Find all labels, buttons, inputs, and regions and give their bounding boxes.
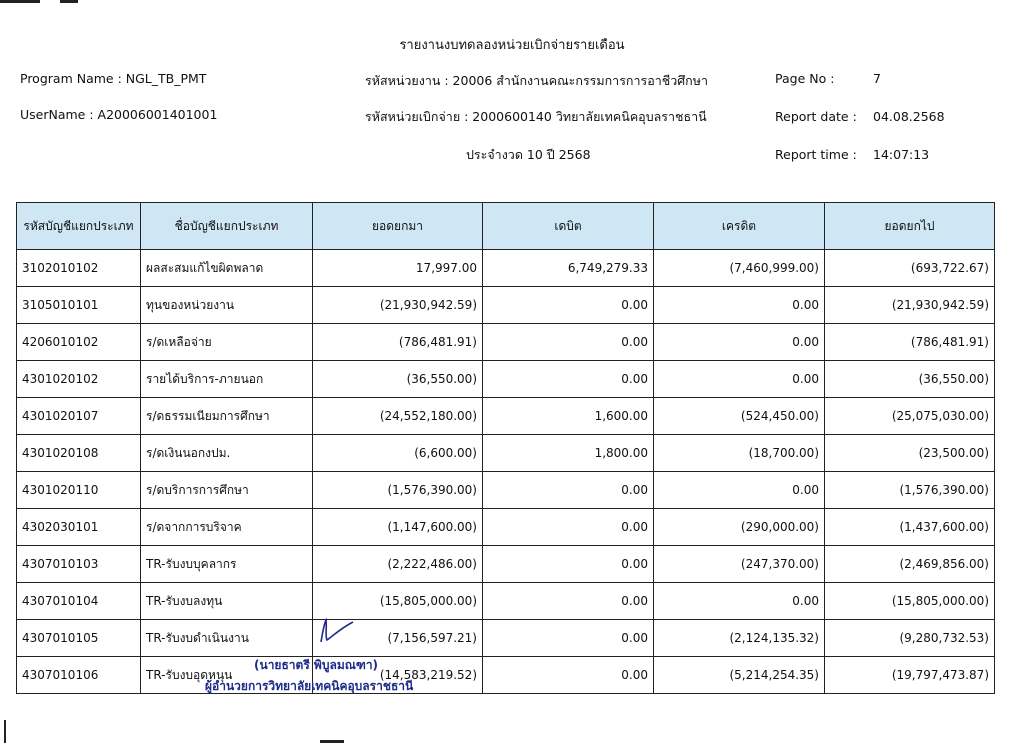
cell-closing-balance: (36,550.00) [825,361,995,398]
cell-opening-balance: (7,156,597.21) [313,620,483,657]
signatory-position: ผู้อำนวยการวิทยาลัยเทคนิคอุบลราชธานี [205,679,414,693]
cell-credit: 0.00 [654,472,825,509]
column-header-account-code: รหัสบัญชีแยกประเภท [17,203,141,250]
cell-closing-balance: (9,280,732.53) [825,620,995,657]
cell-account-name: TR-รับงบดำเนินงาน [141,620,313,657]
report-time-value: 14:07:13 [873,147,930,162]
cell-account-name: รายได้บริการ-ภายนอก [141,361,313,398]
table-row [17,398,995,435]
cell-credit: (247,370.00) [654,546,825,583]
table-row [17,435,995,472]
cell-account-name: TR-รับงบลงทุน [141,583,313,620]
cell-account-code: 4307010105 [17,620,141,657]
cell-account-code: 4301020102 [17,361,141,398]
cell-account-code: 4307010103 [17,546,141,583]
cell-closing-balance: (693,722.67) [825,250,995,287]
cell-opening-balance: (786,481.91) [313,324,483,361]
cell-debit: 1,800.00 [483,435,654,472]
report-date-value: 04.08.2568 [873,109,945,124]
scan-mark [4,720,6,743]
cell-debit: 6,749,279.33 [483,250,654,287]
cell-account-name: ร/ดจากการบริจาค [141,509,313,546]
user-name: UserName : A20006001401001 [20,107,218,122]
cell-opening-balance: (24,552,180.00) [313,398,483,435]
cell-debit: 0.00 [483,620,654,657]
cell-account-name: ร/ดบริการการศึกษา [141,472,313,509]
cell-debit: 0.00 [483,583,654,620]
cell-debit: 0.00 [483,361,654,398]
cell-closing-balance: (15,805,000.00) [825,583,995,620]
cell-account-code: 3102010102 [17,250,141,287]
cell-credit: 0.00 [654,324,825,361]
report-period: ประจำงวด 10 ปี 2568 [466,147,591,162]
cell-account-name: TR-รับงบบุคลากร [141,546,313,583]
report-time-label: Report time : [775,147,857,162]
cell-credit: (5,214,254.35) [654,657,825,694]
cell-account-code: 3105010101 [17,287,141,324]
table-row [17,546,995,583]
cell-account-name: ร/ดเงินนอกงปม. [141,435,313,472]
cell-debit: 0.00 [483,287,654,324]
cell-closing-balance: (786,481.91) [825,324,995,361]
cell-credit: 0.00 [654,583,825,620]
column-header-debit: เดบิต [483,203,654,250]
cell-credit: 0.00 [654,287,825,324]
scan-mark [0,0,40,3]
table-row [17,287,995,324]
cell-debit: 0.00 [483,472,654,509]
page-no-value: 7 [873,71,881,86]
cell-credit: (2,124,135.32) [654,620,825,657]
table-row [17,361,995,398]
cell-opening-balance: (6,600.00) [313,435,483,472]
report-title: รายงานงบทดลองหน่วยเบิกจ่ายรายเดือน [399,38,625,53]
cell-debit: 0.00 [483,546,654,583]
agency-code: รหัสหน่วยงาน : 20006 สำนักงานคณะกรรมการการอาชีวศึกษา [365,73,709,88]
program-name: Program Name : NGL_TB_PMT [20,71,207,86]
cell-debit: 0.00 [483,324,654,361]
cell-closing-balance: (2,469,856.00) [825,546,995,583]
cell-closing-balance: (19,797,473.87) [825,657,995,694]
cell-opening-balance: (1,576,390.00) [313,472,483,509]
cell-closing-balance: (1,437,600.00) [825,509,995,546]
cell-debit: 1,600.00 [483,398,654,435]
cell-account-code: 4206010102 [17,324,141,361]
cell-closing-balance: (23,500.00) [825,435,995,472]
cell-opening-balance: (14,583,219.52) [313,657,483,694]
column-header-account-name: ชื่อบัญชีแยกประเภท [141,203,313,250]
column-header-closing-balance: ยอดยกไป [825,203,995,250]
table-row [17,324,995,361]
table-row [17,509,995,546]
cell-credit: 0.00 [654,361,825,398]
cell-account-code: 4302030101 [17,509,141,546]
cell-account-name: ทุนของหน่วยงาน [141,287,313,324]
cell-account-name: ร/ดเหลือจ่าย [141,324,313,361]
cell-closing-balance: (25,075,030.00) [825,398,995,435]
cell-opening-balance: (36,550.00) [313,361,483,398]
table-row [17,620,995,657]
table-row [17,657,995,694]
cell-account-code: 4301020108 [17,435,141,472]
cell-account-code: 4301020110 [17,472,141,509]
trial-balance-table [16,202,995,694]
cell-opening-balance: (1,147,600.00) [313,509,483,546]
cell-credit: (524,450.00) [654,398,825,435]
table-row [17,250,995,287]
cell-closing-balance: (21,930,942.59) [825,287,995,324]
table-row [17,472,995,509]
cell-debit: 0.00 [483,509,654,546]
cell-credit: (7,460,999.00) [654,250,825,287]
disbursing-unit-code: รหัสหน่วยเบิกจ่าย : 2000600140 วิทยาลัยเทคนิคอุบลราชธานี [365,109,707,124]
column-header-credit: เครดิต [654,203,825,250]
report-date-label: Report date : [775,109,857,124]
scan-mark [60,0,78,3]
signature-scribble [317,616,357,646]
cell-opening-balance: (2,222,486.00) [313,546,483,583]
page-no-label: Page No : [775,71,835,86]
cell-account-name: ผลสะสมแก้ไขผิดพลาด [141,250,313,287]
table-row [17,583,995,620]
cell-account-code: 4307010106 [17,657,141,694]
cell-credit: (18,700.00) [654,435,825,472]
cell-account-code: 4307010104 [17,583,141,620]
cell-credit: (290,000.00) [654,509,825,546]
cell-debit: 0.00 [483,657,654,694]
column-header-opening-balance: ยอดยกมา [313,203,483,250]
cell-opening-balance: 17,997.00 [313,250,483,287]
cell-closing-balance: (1,576,390.00) [825,472,995,509]
cell-account-code: 4301020107 [17,398,141,435]
cell-account-name: ร/ดธรรมเนียมการศึกษา [141,398,313,435]
cell-opening-balance: (15,805,000.00) [313,583,483,620]
signatory-name: (นายธาตรี พิบูลมณฑา) [254,658,379,672]
table-header-row [17,203,995,250]
cell-opening-balance: (21,930,942.59) [313,287,483,324]
cell-account-name: TR-รับงบอุดหนุน [141,657,313,694]
